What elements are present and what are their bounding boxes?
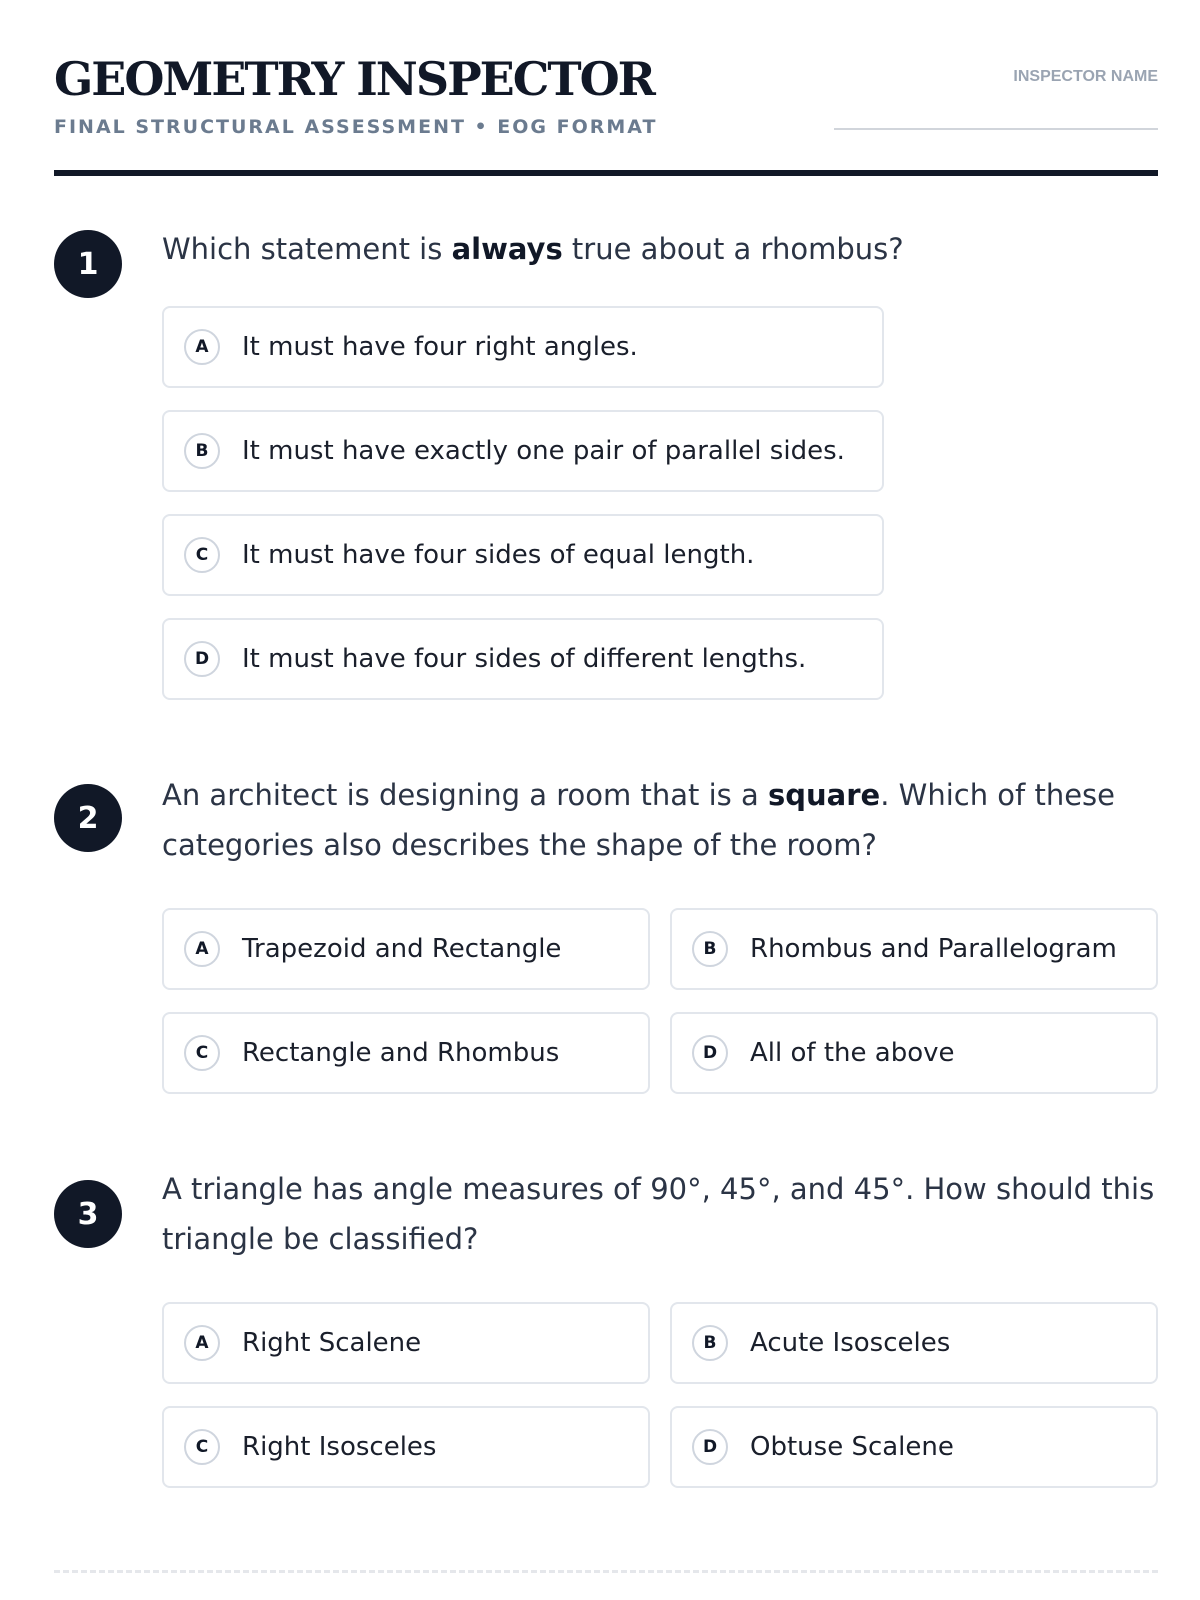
option-text: All of the above bbox=[750, 1038, 955, 1068]
option-c[interactable] bbox=[162, 514, 884, 596]
page-subtitle: FINAL STRUCTURAL ASSESSMENT • EOG FORMAT bbox=[54, 116, 658, 138]
option-letter: D bbox=[692, 1035, 728, 1071]
option-b[interactable] bbox=[670, 908, 1158, 990]
option-a[interactable] bbox=[162, 908, 650, 990]
option-letter: B bbox=[692, 1325, 728, 1361]
option-c[interactable] bbox=[162, 1406, 650, 1488]
option-letter: A bbox=[184, 329, 220, 365]
option-text: It must have four sides of different lengths. bbox=[242, 644, 807, 674]
page-header bbox=[54, 0, 1158, 176]
question-number-badge: 2 bbox=[54, 784, 122, 852]
question-text-emphasis: square bbox=[767, 778, 881, 812]
option-letter: A bbox=[184, 1325, 220, 1361]
option-letter: C bbox=[184, 537, 220, 573]
question-text-part: Which statement is bbox=[162, 232, 452, 266]
option-text: It must have four sides of equal length. bbox=[242, 540, 755, 570]
question-text-part: An architect is designing a room that is a bbox=[162, 778, 768, 812]
option-d[interactable] bbox=[162, 618, 884, 700]
question-text: A triangle has angle measures of 90°, 45°, and 45°. How should this triangle be classified? bbox=[162, 1172, 1155, 1256]
option-text: It must have four right angles. bbox=[242, 332, 638, 362]
option-letter: B bbox=[184, 433, 220, 469]
option-text: Trapezoid and Rectangle bbox=[242, 934, 562, 964]
option-text: Right Scalene bbox=[242, 1328, 422, 1358]
question-text-part: true about a rhombus? bbox=[562, 232, 904, 266]
option-letter: D bbox=[692, 1429, 728, 1465]
option-letter: A bbox=[184, 931, 220, 967]
option-a[interactable] bbox=[162, 1302, 650, 1384]
inspector-name-label: INSPECTOR NAME bbox=[1013, 68, 1158, 85]
option-b[interactable] bbox=[162, 410, 884, 492]
question-text-emphasis: always bbox=[451, 232, 563, 266]
option-text: Right Isosceles bbox=[242, 1432, 437, 1462]
question-number-badge: 1 bbox=[54, 230, 122, 298]
option-letter: C bbox=[184, 1429, 220, 1465]
option-c[interactable] bbox=[162, 1012, 650, 1094]
option-b[interactable] bbox=[670, 1302, 1158, 1384]
assessment-page bbox=[54, 0, 1158, 1462]
option-d[interactable] bbox=[670, 1012, 1158, 1094]
option-d[interactable] bbox=[670, 1406, 1158, 1488]
footer-divider bbox=[54, 1570, 1158, 1573]
option-text: Rectangle and Rhombus bbox=[242, 1038, 560, 1068]
option-letter: B bbox=[692, 931, 728, 967]
question-text bbox=[162, 224, 1158, 274]
question-text bbox=[162, 770, 1158, 870]
option-a[interactable] bbox=[162, 306, 884, 388]
option-letter: C bbox=[184, 1035, 220, 1071]
inspector-name-field[interactable] bbox=[834, 128, 1158, 130]
option-letter: D bbox=[184, 641, 220, 677]
option-text: Acute Isosceles bbox=[750, 1328, 951, 1358]
option-text: It must have exactly one pair of parallel sides. bbox=[242, 436, 845, 466]
option-text: Obtuse Scalene bbox=[750, 1432, 954, 1462]
page-title: GEOMETRY INSPECTOR bbox=[54, 52, 654, 106]
question-number-badge: 3 bbox=[54, 1180, 122, 1248]
option-text: Rhombus and Parallelogram bbox=[750, 934, 1117, 964]
question-text-part: . Which of these categories also describes the shape of the room? bbox=[162, 778, 1116, 862]
